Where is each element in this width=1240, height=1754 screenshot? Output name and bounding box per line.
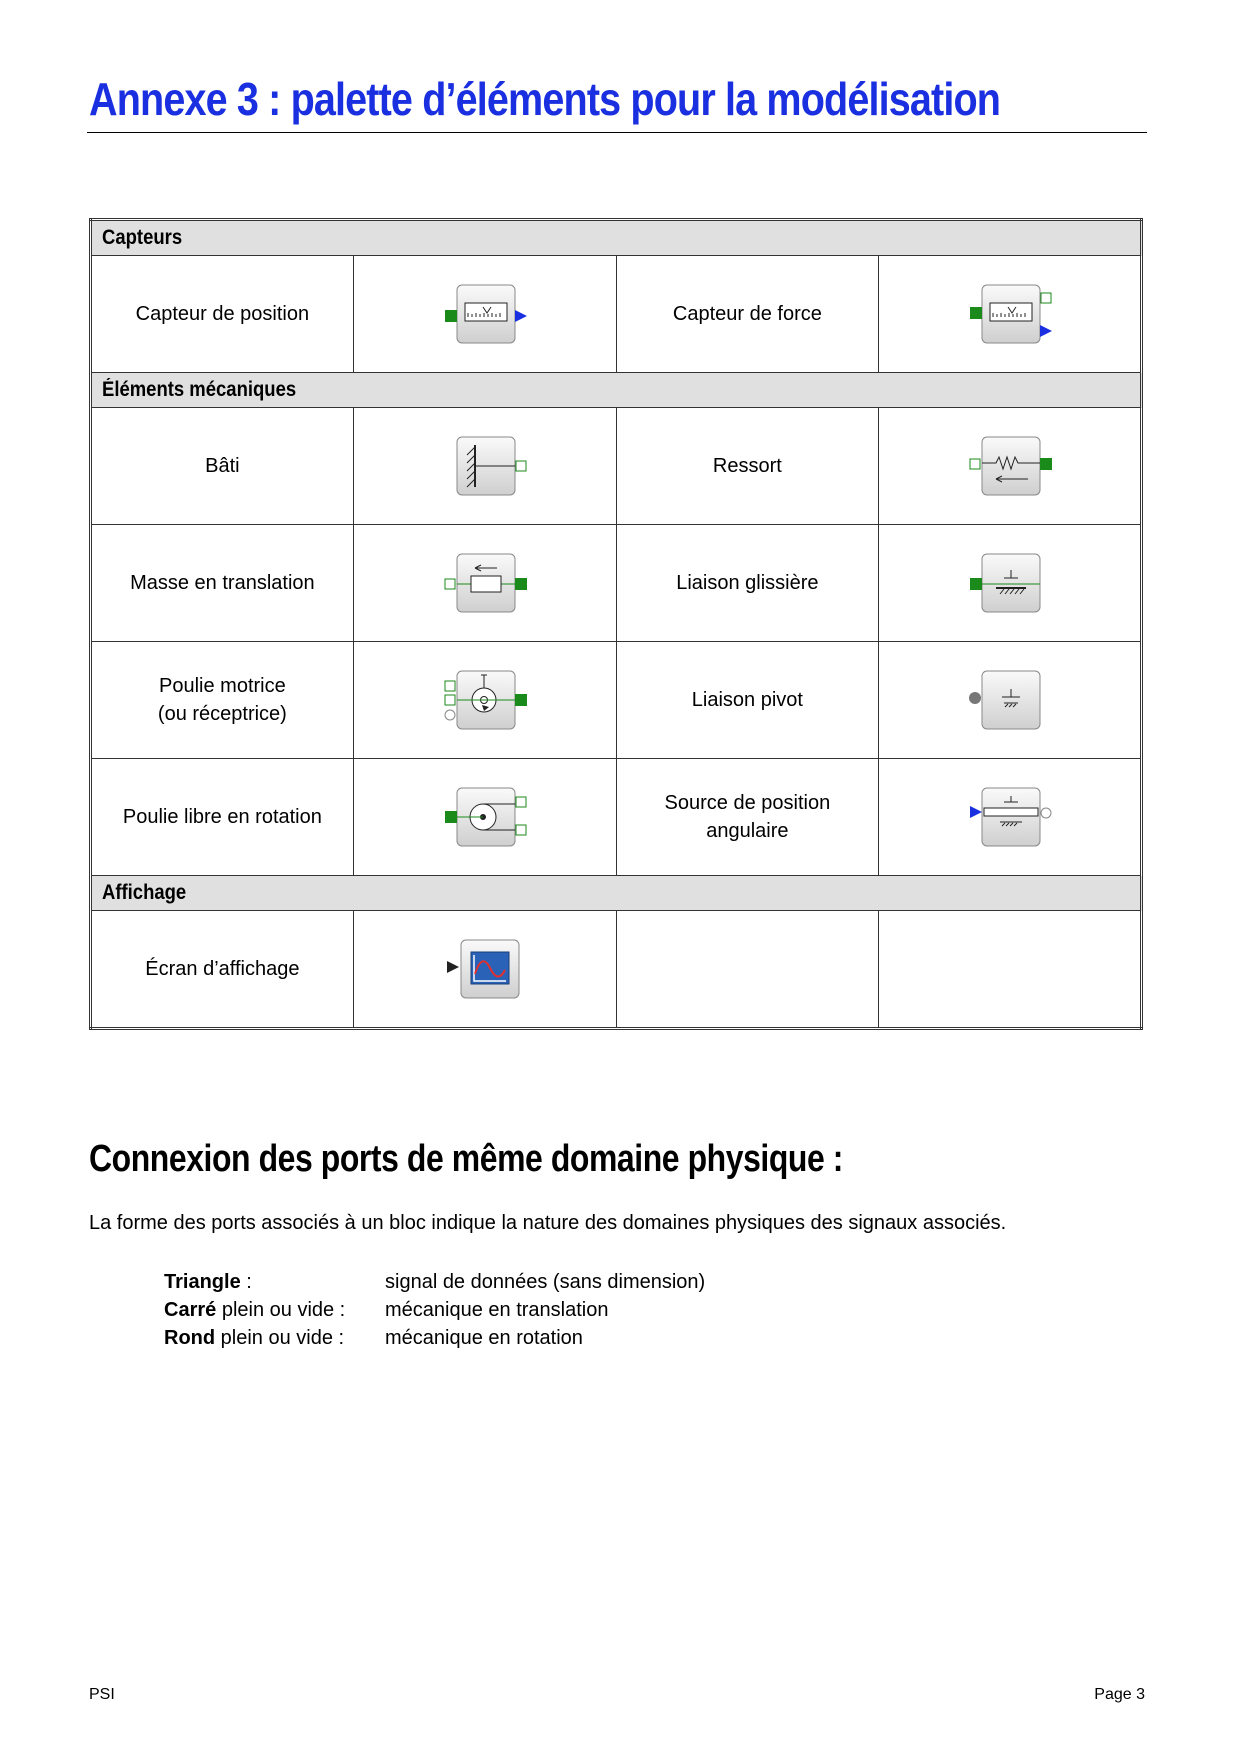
table-row bbox=[91, 759, 1142, 876]
footer-page-number: Page 3 bbox=[1094, 1686, 1145, 1703]
label-masse-translation: Masse en translation bbox=[91, 525, 354, 642]
legend-key-bold: Triangle bbox=[164, 1271, 241, 1293]
force-sensor-icon[interactable] bbox=[962, 279, 1058, 349]
label-source-position-l2: angulaire bbox=[706, 820, 789, 842]
label-capteur-position: Capteur de position bbox=[91, 256, 354, 373]
footer-left: PSI bbox=[89, 1686, 115, 1703]
table-row bbox=[91, 525, 1142, 642]
label-bati: Bâti bbox=[91, 408, 354, 525]
label-source-position-l1: Source de position bbox=[664, 792, 831, 814]
connexion-heading: Connexion des ports de même domaine physique : bbox=[89, 1138, 843, 1180]
label-ecran-affichage: Écran d’affichage bbox=[91, 911, 354, 1029]
table-row bbox=[91, 911, 1142, 1029]
port-legend bbox=[164, 1268, 705, 1352]
driving-pulley-icon[interactable] bbox=[437, 665, 533, 735]
legend-row-carre bbox=[164, 1296, 705, 1324]
palette-table bbox=[89, 218, 1143, 1030]
free-pulley-icon[interactable] bbox=[437, 782, 533, 852]
connexion-intro: La forme des ports associés à un bloc indique la nature des domaines physiques des signaux associés. bbox=[89, 1212, 1007, 1234]
section-row-affichage bbox=[91, 876, 1142, 911]
prismatic-joint-icon[interactable] bbox=[962, 548, 1058, 618]
ground-frame-icon[interactable] bbox=[437, 431, 533, 501]
legend-key-rest: plein ou vide : bbox=[215, 1327, 345, 1349]
position-sensor-icon[interactable] bbox=[437, 279, 533, 349]
section-label-capteurs: Capteurs bbox=[102, 226, 183, 249]
legend-meaning: signal de données (sans dimension) bbox=[385, 1271, 706, 1293]
section-row-mecaniques bbox=[91, 373, 1142, 408]
scope-display-icon[interactable] bbox=[437, 934, 533, 1004]
legend-meaning: mécanique en translation bbox=[385, 1299, 609, 1321]
angular-position-source-icon[interactable] bbox=[962, 782, 1058, 852]
label-capteur-force: Capteur de force bbox=[616, 256, 879, 373]
mass-translation-icon[interactable] bbox=[437, 548, 533, 618]
table-row bbox=[91, 642, 1142, 759]
page-title: Annexe 3 : palette d’éléments pour la modélisation bbox=[89, 73, 1001, 125]
table-row bbox=[91, 408, 1142, 525]
label-poulie-motrice-l1: Poulie motrice bbox=[159, 675, 286, 697]
legend-key-rest: : bbox=[240, 1271, 252, 1293]
title-underline bbox=[87, 132, 1147, 133]
label-poulie-motrice-l2: (ou réceptrice) bbox=[157, 703, 287, 725]
legend-key-bold: Carré bbox=[164, 1299, 217, 1321]
section-label-affichage: Affichage bbox=[102, 881, 187, 904]
legend-key-bold: Rond bbox=[164, 1327, 216, 1349]
spring-icon[interactable] bbox=[962, 431, 1058, 501]
table-row bbox=[91, 256, 1142, 373]
label-ressort: Ressort bbox=[616, 408, 879, 525]
revolute-joint-icon[interactable] bbox=[962, 665, 1058, 735]
legend-row-rond bbox=[164, 1324, 705, 1352]
legend-row-triangle bbox=[164, 1268, 705, 1296]
section-label-mecaniques: Éléments mécaniques bbox=[102, 378, 297, 401]
label-liaison-pivot: Liaison pivot bbox=[616, 642, 879, 759]
label-liaison-glissiere: Liaison glissière bbox=[616, 525, 879, 642]
legend-key-rest: plein ou vide : bbox=[216, 1299, 346, 1321]
section-row-capteurs bbox=[91, 220, 1142, 256]
label-poulie-libre: Poulie libre en rotation bbox=[91, 759, 354, 876]
legend-meaning: mécanique en rotation bbox=[385, 1327, 583, 1349]
